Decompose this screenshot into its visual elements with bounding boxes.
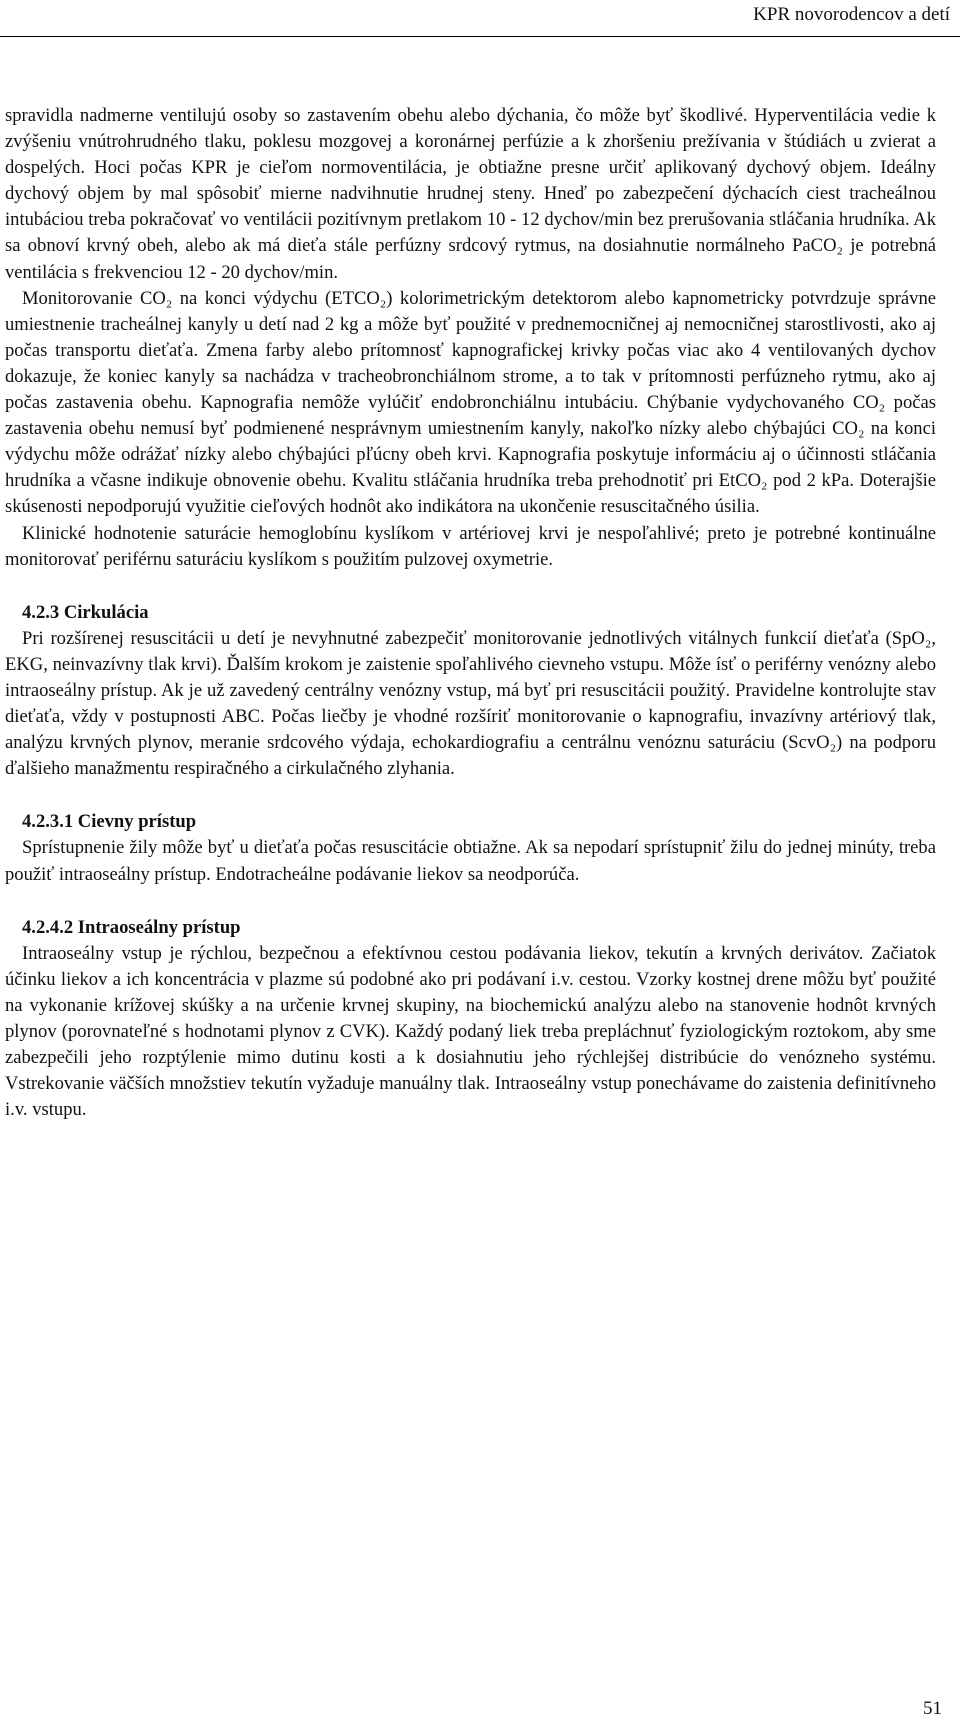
- header-divider: [0, 36, 960, 37]
- section-text-intraosseous-access: Intraoseálny vstup je rýchlou, bezpečnou a efektívnou cestou podávania liekov, tekutín a krvných derivátov. Začiatok účinku liekov a ich koncentrácia v plazme sú podobné ako pri podávaní i.v. cestou. Vzorky kostnej drene môžu byť použité na vykonanie krížovej skúšky a na určenie krvnej skupiny, na biochemickú analýzu alebo na stanovenie hodnôt krvných plynov (porovnateľné s hodnotami plynov z CVK). Každý podaný liek treba prepláchnuť fyziologickým roztokom, aby sme zabezpečili jeho rozptýlenie mimo dutinu kosti a k dosiahnutiu jeho rýchlejšej distribúcie do venózneho systému. Vstrekovanie väčších množstiev tekutín vyžaduje manuálny tlak. Intraoseálny vstup ponechávame do zaistenia definitívneho i.v. vstupu.: [5, 942, 936, 1121]
- section-heading-vascular-access: 4.2.3.1 Cievny prístup: [22, 811, 197, 833]
- section-heading-intraosseous-access: 4.2.4.2 Intraoseálny prístup: [22, 916, 241, 938]
- page-number: 51: [923, 1698, 942, 1719]
- body-paragraph-oximetry: Klinické hodnotenie saturácie hemoglobínu kyslíkom v artériovej krvi je nespoľahlivé; preto je potrebné kontinuálne monitorovať periférnu saturáciu kyslíkom s použitím pulzovej oxymetrie.: [5, 522, 936, 570]
- running-header-title: KPR novorodencov a detí: [753, 4, 950, 25]
- section-heading-circulation: 4.2.3 Cirkulácia: [22, 601, 149, 623]
- body-paragraph-capnography: Monitorovanie CO₂ na konci výdychu (ETCO₂) kolorimetrickým detektorom alebo kapnometricky potvrdzuje správne umiestnenie tracheálnej kanyly u detí nad 2 kg a môže byť použité v prednemocničnej aj nemocničnej starostlivosti, ako aj počas transportu dieťaťa. Zmena farby alebo prítomnosť kapnografickej krivky počas viac ako 4 ventilovaných dychov dokazuje, že koniec kanyly sa nachádza v tracheobronchiálnom strome, a to tak v prítomnosti perfúzneho rytmu, ako aj počas zastavenia obehu. Kapnografia nemôže vylúčiť endobronchiálnu intubáciu. Chýbanie vydychovaného CO₂ počas zastavenia obehu nemusí byť podmienené nesprávnym umiestnením kanyly, nakoľko nízky alebo chýbajúci CO₂ na konci výdychu môže odrážať nízky alebo chýbajúci pľúcny obeh krvi. Kapnografia poskytuje informáciu aj o účinnosti stláčania hrudníka a včasne indikuje obnovenie obehu. Kvalitu stláčania hrudníka treba prehodnotiť pri EtCO₂ pod 2 kPa. Doterajšie skúsenosti nepodporujú využitie cieľových hodnôt ako indikátora na ukončenie resuscitačného úsilia.: [5, 287, 936, 518]
- section-text-vascular-access: Sprístupnenie žily môže byť u dieťaťa počas resuscitácie obtiažne. Ak sa nepodarí sprístupniť žilu do jednej minúty, treba použiť intraoseálny prístup. Endotracheálne podávanie liekov sa neodporúča.: [5, 837, 936, 885]
- section-text-circulation: Pri rozšírenej resuscitácii u detí je nevyhnutné zabezpečiť monitorovanie jednotlivých vitálnych funkcií dieťaťa (SpO₂, EKG, neinvazívny tlak krvi). Ďalším krokom je zaistenie spoľahlivého cievneho vstupu. Môže ísť o periférny venózny alebo intraoseálny prístup. Ak je už zavedený centrálny venózny vstup, má byť pri resuscitácii použitý. Pravidelne kontrolujte stav dieťaťa, vždy v postupnosti ABC. Počas liečby je vhodné rozšíriť monitorovanie o kapnografiu, invazívny artériový tlak, analýzu krvných plynov, meranie srdcového výdaja, echokardiografiu a centrálnu venóznu saturáciu (ScvO₂) na podporu ďalšieho manažmentu respiračného a cirkulačného zlyhania.: [5, 627, 936, 780]
- page-body: [5, 103, 936, 1123]
- body-paragraph-ventilation: spravidla nadmerne ventilujú osoby so zastavením obehu alebo dýchania, čo môže byť škodlivé. Hyperventilácia vedie k zvýšeniu vnútrohrudného tlaku, poklesu mozgovej a koronárnej perfúzie a k zhoršeniu prežívania v štúdiách u zvierat a dospelých. Hoci počas KPR je cieľom normoventilácia, je obtiažne presne určiť aplikovaný dychový objem. Ideálny dychový objem by mal spôsobiť mierne nadvihnutie hrudnej steny. Hneď po zabezpečení dýchacích ciest tracheálnou intubáciou treba pokračovať vo ventilácii pozitívnym pretlakom 10 - 12 dychov/min bez prerušovania stláčania hrudníka. Ak sa obnoví krvný obeh, alebo ak má dieťa stále perfúzny srdcový rytmus, na dosiahnutie normálneho PaCO₂ je potrebná ventilácia s frekvenciou 12 - 20 dychov/min.: [5, 105, 936, 283]
